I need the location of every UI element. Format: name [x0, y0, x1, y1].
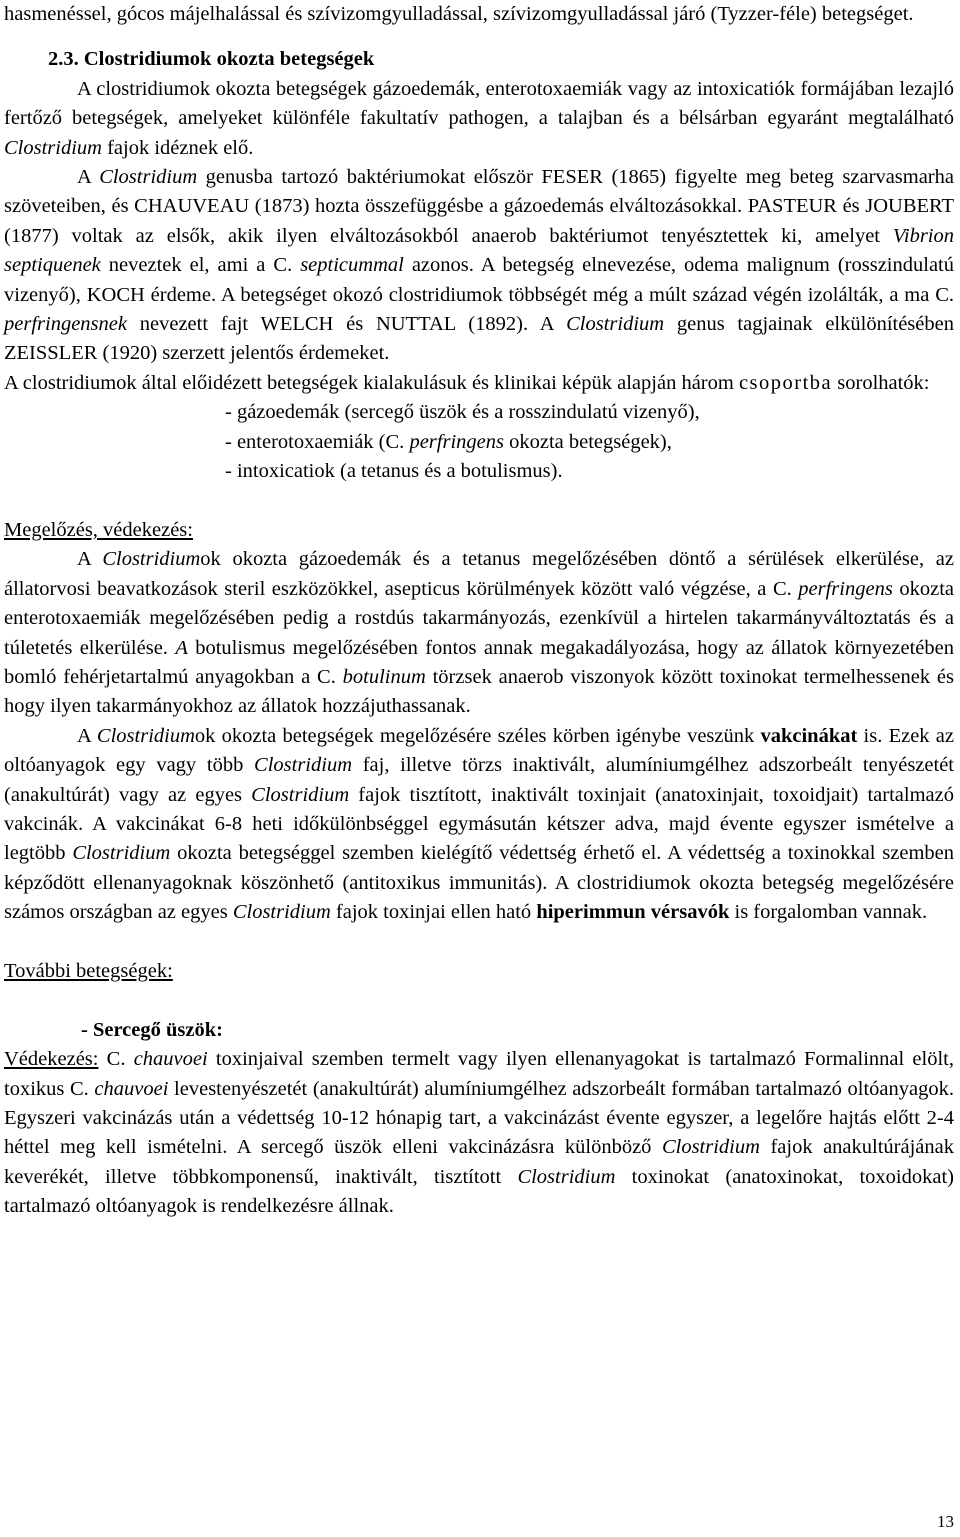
protection-label: Védekezés: — [4, 1048, 99, 1071]
page-number: 13 — [937, 1512, 954, 1531]
prevention-paragraph-1: A Clostridiumok okozta gázoedemák és a tetanus megelőzésében döntő a sérülések elkerülése, az állatorvosi beavatkozások steril eszközökkel, asepticus körülmények között való végzése, a C. perfringens okozta enterotoxaemiák megelőzésében pedig a rostdús takarmányozás, ezenkívül a hirtelen takarmányváltoztatás és a túletetés elkerülése. A botulismus megelőzésében fontos annak megakadályozása, hogy az állatok környezetében bomló fehérjetartalmú anyagokban a C. botulinum törzsek anaerob viszonyok között toxinokat termelhessenek és hogy ilyen takarmányokhoz az állatok hozzájuthassanak. — [4, 548, 954, 718]
section-heading: 2.3. Clostridiumok okozta betegségek — [48, 48, 375, 71]
blackleg-paragraph: Védekezés: C. chauvoei toxinjaival szemben termelt vagy ilyen ellenanyagokat is tartalmazó Formalinnal elölt, toxikus C. chauvoei levestenyészetét (anakultúrát) alumíniumgélhez adszorbeált formában tartalmazó oltóanyagok. Egyszeri vakcinázás után a védettség 10-12 hónapig tart, a vakcinázást évente egyszer, a legelőre hajtás előtt 2-4 héttel meg kell ismételni. A sercegő üszök elleni vakcinázásra különböző Clostridium fajok anakultúrájának keverékét, illetve többkomponensű, inaktivált, tisztított Clostridium toxinokat (anatoxinokat, toxoidokat) tartalmazó oltóanyagok is rendelkezésre állnak. — [4, 1048, 955, 1218]
section-paragraph-3: A clostridiumok által előidézett betegségek kialakulásuk és klinikai képük alapján három csoportba sorolhatók: — [4, 371, 930, 394]
blackleg-subheading: - Sercegő üszök: — [81, 1018, 223, 1041]
list-item: - enterotoxaemiák (C. perfringens okozta betegségek), — [225, 430, 672, 453]
section-paragraph-2: A Clostridium genusba tartozó baktériumokat először FESER (1865) figyelte meg beteg szarvasmarha szöveteiben, és CHAUVEAU (1873) hozta összefüggésbe a gázoedemás elváltozásokkal. PASTEUR és JOUBERT (1877) voltak az elsők, akik ilyen elváltozásokból anaerob baktériumot tenyésztettek ki, amelyet Vibrion septiquenek neveztek el, ami a C. septicummal azonos. A betegség elnevezése, odema malignum (rosszindulatú vizenyő), KOCH érdeme. A betegséget okozó clostridiumok többségét még a múlt század végén izolálták, a ma C. perfringensnek nevezett fajt WELCH és NUTTAL (1892). A Clostridium genus tagjainak elkülönítésében ZEISSLER (1920) szerzett jelentős érdemeket. — [4, 166, 954, 365]
further-diseases-heading: További betegségek: — [4, 959, 173, 982]
disease-groups-list — [4, 398, 954, 486]
document-page — [4, 0, 954, 1222]
section-paragraph-1: A clostridiumok okozta betegségek gázoedemák, enterotoxaemiák vagy az intoxicatiók formájában lezajló fertőző betegségek, amelyeket különféle fakultatív pathogen, a talajban és a bélsárban egyaránt megtalálható Clostridium fajok idéznek elő. — [4, 77, 954, 159]
prevention-heading: Megelőzés, védekezés: — [4, 518, 193, 541]
prevention-paragraph-2: A Clostridiumok okozta betegségek megelőzésére széles körben igénybe veszünk vakcinákat is. Ezek az oltóanyagok egy vagy több Clostridium faj, illetve törzs inaktivált, alumíniumgélhez adszorbeált tenyészetét (anakultúrát) vagy az egyes Clostridium fajok tisztított, inaktivált toxinjait (anatoxinjait, toxoidjait) tartalmazó vakcinák. A vakcinákat 6-8 heti időkülönbséggel egymásután kétszer adva, majd évente egyszer ismételve a legtöbb Clostridium okozta betegséggel szemben kielégítő védettség érhető el. A védettség a toxinokkal szemben képződött ellenanyagoknak köszönhető (antitoxikus immunitás). A clostridiumok okozta betegség megelőzésére számos országban az egyes Clostridium fajok toxinjai ellen ható hiperimmun vérsavók is forgalomban vannak. — [4, 724, 954, 924]
list-item: - gázoedemák (sercegő üszök és a rosszindulatú vizenyő), — [225, 401, 700, 424]
list-item: - intoxicatiok (a tetanus és a botulismus). — [225, 460, 563, 483]
intro-paragraph-tail: hasmenéssel, gócos májelhalással és szívizomgyulladással, szívizomgyulladással járó (Tyzzer-féle) betegséget. — [4, 3, 914, 25]
